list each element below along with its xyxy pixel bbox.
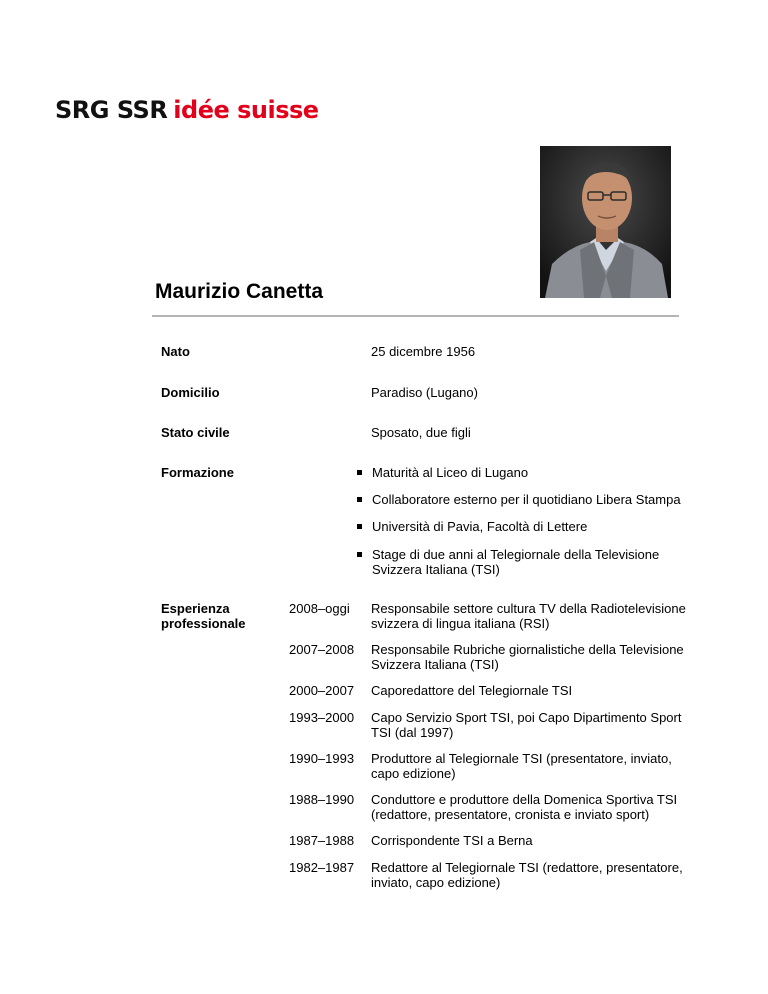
experience-description: Caporedattore del Telegiornale TSI <box>371 683 573 698</box>
header-divider <box>152 315 679 317</box>
value-nato: 25 dicembre 1956 <box>371 344 476 359</box>
experience-description: Produttore al Telegiornale TSI (presentatore, inviato, capo edizione) <box>371 751 672 781</box>
formazione-item: Collaboratore esterno per il quotidiano Libera Stampa <box>356 492 692 507</box>
formazione-item: Stage di due anni al Telegiornale della Televisione Svizzera Italiana (TSI) <box>356 547 692 577</box>
label-esperienza: Esperienza professionale <box>161 601 246 631</box>
experience-years: 1990–1993 <box>289 751 355 766</box>
formazione-item: Università di Pavia, Facoltà di Lettere <box>356 519 692 534</box>
experience-description: Corrispondente TSI a Berna <box>371 833 533 848</box>
portrait-photo <box>540 146 671 298</box>
experience-years: 2008–oggi <box>289 601 350 616</box>
experience-years: 1982–1987 <box>289 860 355 875</box>
label-domicilio: Domicilio <box>161 385 220 400</box>
experience-description: Responsabile Rubriche giornalistiche della Televisione Svizzera Italiana (TSI) <box>371 642 684 672</box>
experience-description: Responsabile settore cultura TV della Radiotelevisione svizzera di lingua italiana (RSI) <box>371 601 686 631</box>
experience-description: Capo Servizio Sport TSI, poi Capo Dipartimento Sport TSI (dal 1997) <box>371 710 682 740</box>
experience-years: 1988–1990 <box>289 792 355 807</box>
experience-description: Conduttore e produttore della Domenica Sportiva TSI (redattore, presentatore, cronista e inviato sport) <box>371 792 678 822</box>
person-name: Maurizio Canetta <box>155 280 324 303</box>
formazione-item: Maturità al Liceo di Lugano <box>356 465 692 480</box>
experience-description: Redattore al Telegiornale TSI (redattore, presentatore, inviato, capo edizione) <box>371 860 683 890</box>
logo-idee-suisse: idée suisse <box>173 96 319 124</box>
brand-logo <box>55 96 319 124</box>
value-domicilio: Paradiso (Lugano) <box>371 385 478 400</box>
label-stato-civile: Stato civile <box>161 425 230 440</box>
label-formazione: Formazione <box>161 465 234 480</box>
portrait-illustration <box>540 146 671 298</box>
label-nato: Nato <box>161 344 190 359</box>
experience-years: 1993–2000 <box>289 710 355 725</box>
logo-srg-ssr: SRG SSR <box>55 96 168 124</box>
experience-years: 2000–2007 <box>289 683 355 698</box>
experience-years: 1987–1988 <box>289 833 355 848</box>
value-stato-civile: Sposato, due figli <box>371 425 471 440</box>
experience-years: 2007–2008 <box>289 642 355 657</box>
